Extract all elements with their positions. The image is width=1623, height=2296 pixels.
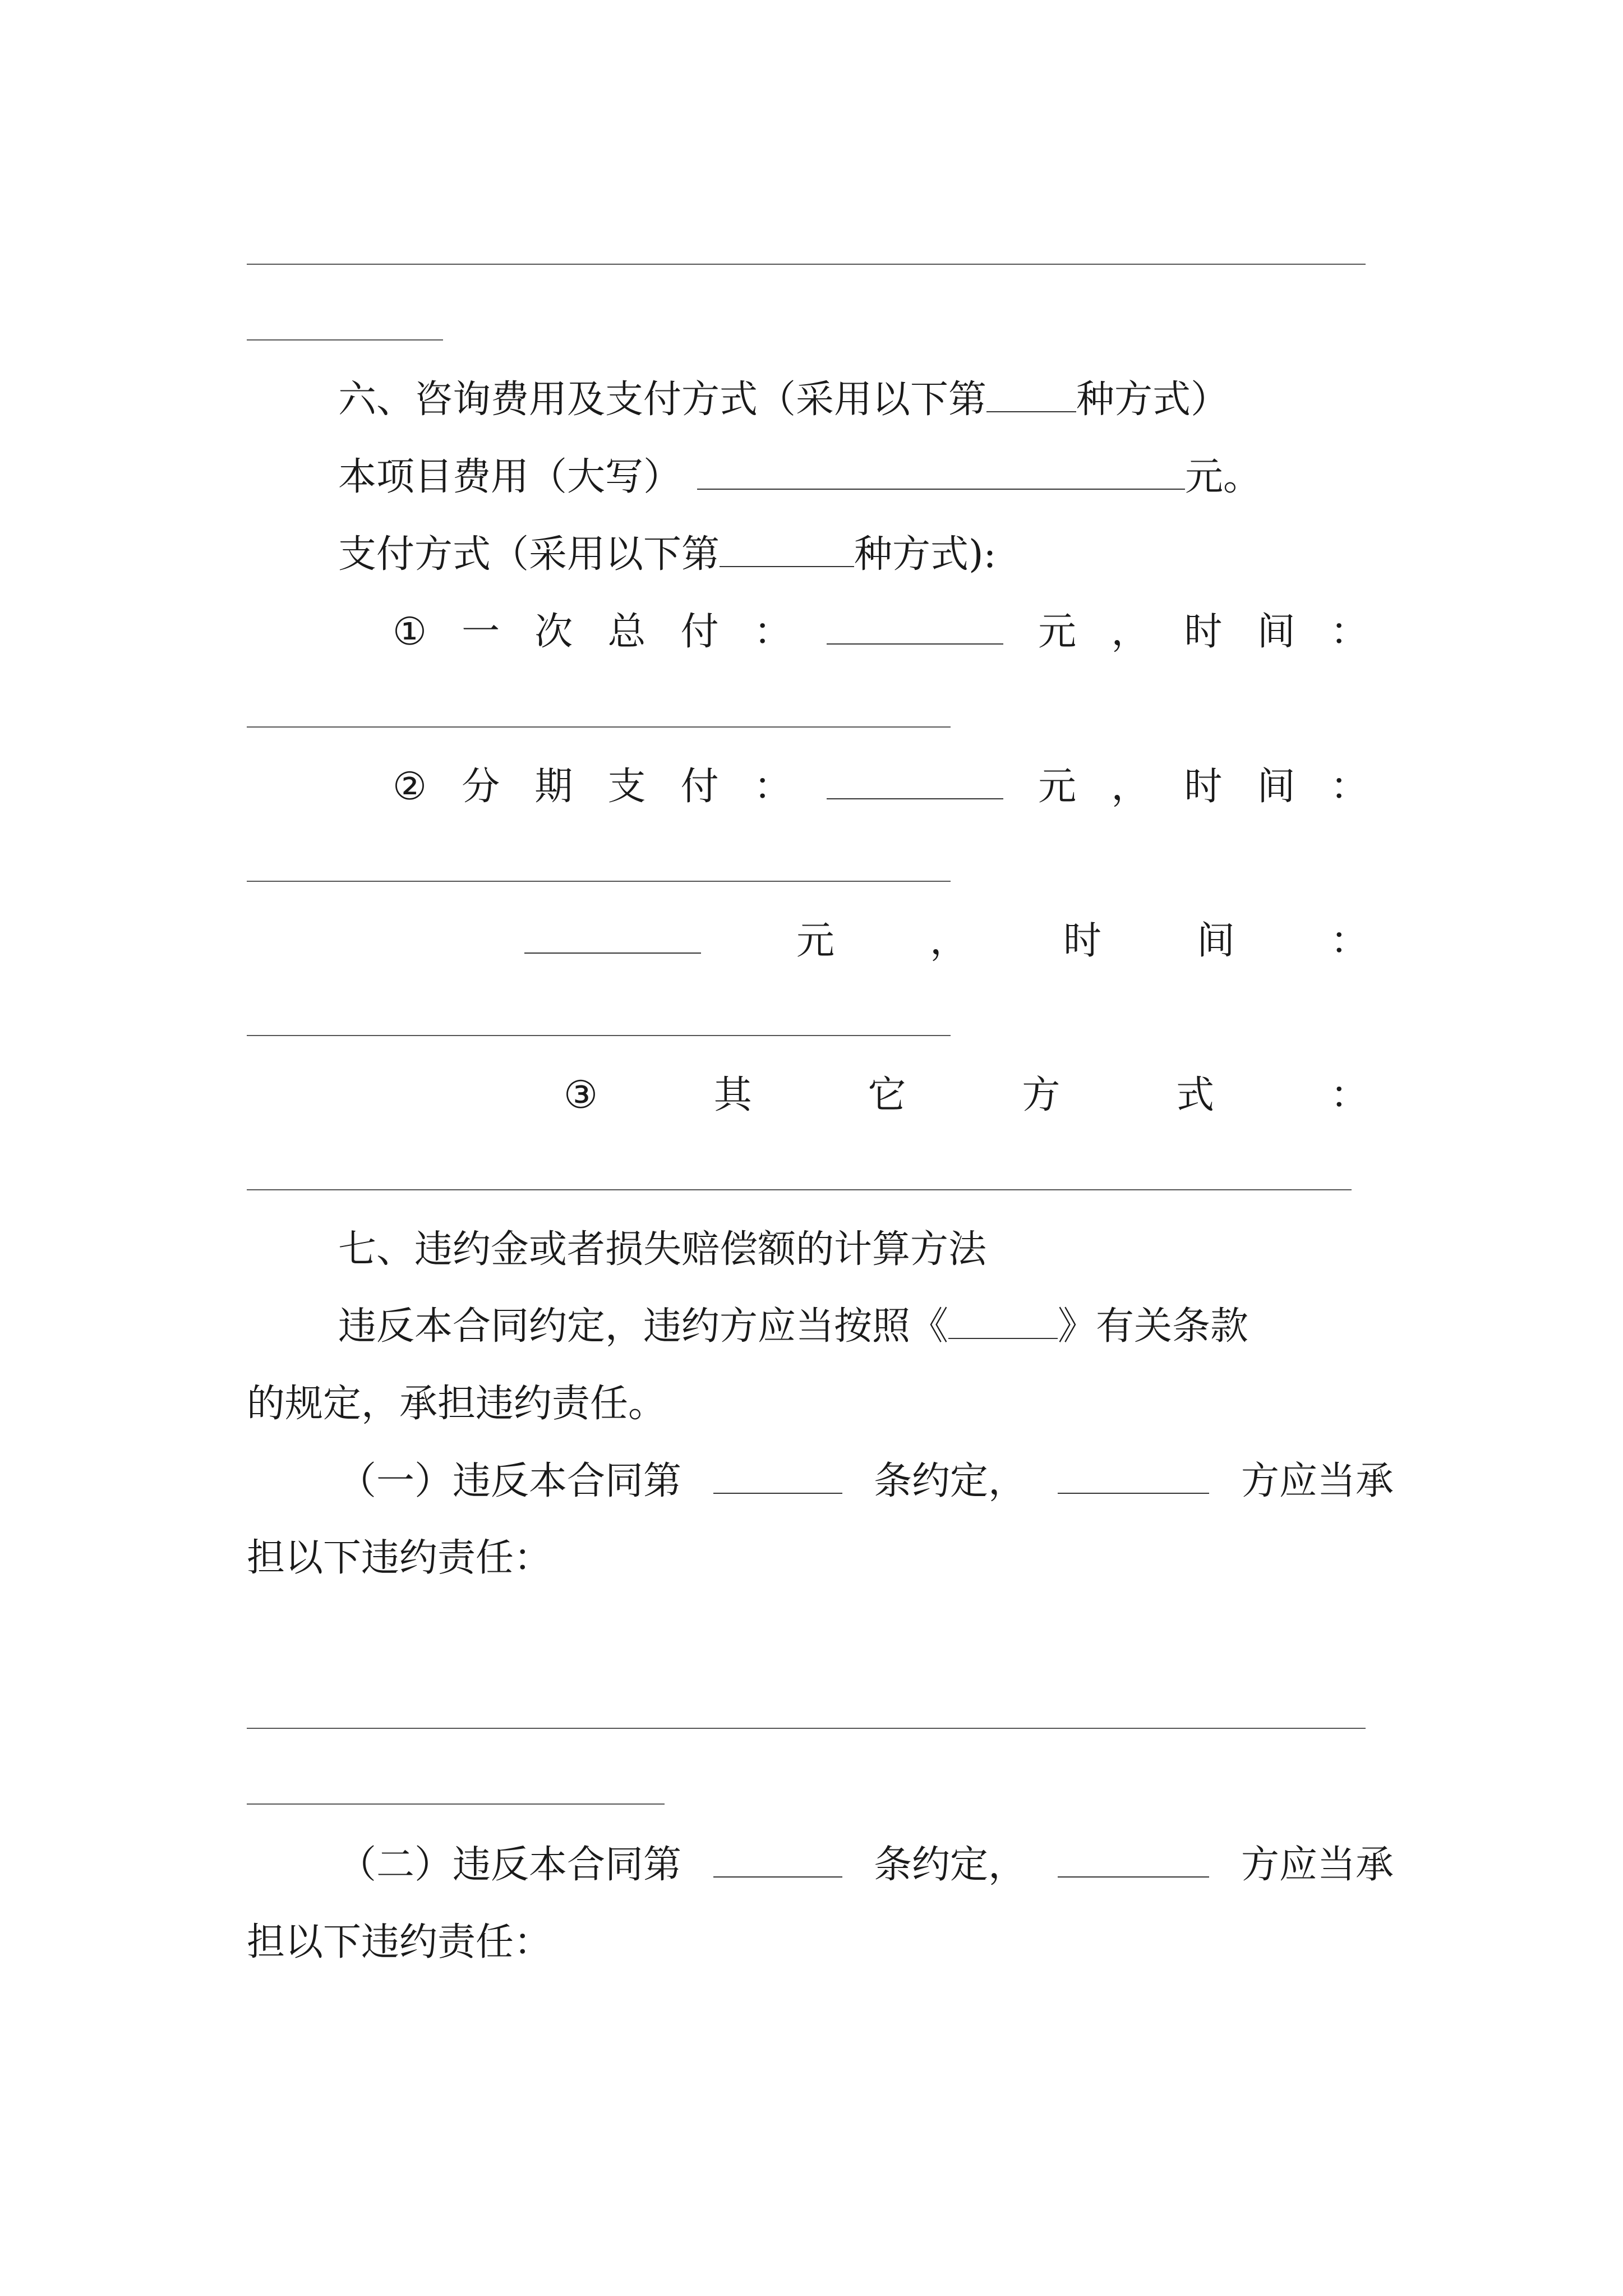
fill-line (247, 881, 951, 882)
paragraph-line: 违反本合同约定，违约方应当按照《 》有关条款 (338, 1304, 1249, 1349)
option-3-line: ③ 其 它 方 式 ： (564, 1073, 1368, 1117)
blank-field (827, 763, 1003, 799)
fill-line (247, 1728, 1366, 1729)
blank-field (713, 1842, 842, 1878)
blank-field (720, 531, 854, 567)
fill-line (247, 1035, 951, 1036)
blank-field (827, 609, 1003, 645)
fill-line (247, 726, 951, 728)
blank-field (524, 918, 701, 954)
option-2-installment-line: 元 ， 时 间 ： (524, 916, 1368, 967)
blank-field (948, 1303, 1058, 1339)
fill-line (247, 1803, 665, 1805)
section-heading: 六、咨询费用及支付方式（采用以下第 种方式） (338, 378, 1229, 422)
fill-line (247, 339, 443, 341)
blank-field (986, 376, 1076, 412)
item-2-line: （二）违反本合同第 条约定， 方应当承 (338, 1843, 1394, 1887)
blank-field (713, 1458, 842, 1494)
item-1-line: （一）违反本合同第 条约定， 方应当承 (338, 1459, 1394, 1503)
paragraph-line: 担以下违约责任： (247, 1536, 552, 1580)
blank-field (697, 454, 1185, 490)
section-heading: 七、违约金或者损失赔偿额的计算方法 (338, 1227, 987, 1272)
option-1-line: ① 一 次 总 付 ： 元 ， 时 间 ： (393, 610, 1368, 654)
blank-field (1058, 1458, 1209, 1494)
blank-field (1058, 1842, 1209, 1878)
fill-line (247, 264, 1366, 265)
paragraph-line: 的规定，承担违约责任。 (247, 1382, 667, 1426)
fee-line: 本项目费用（大写） 元。 (338, 455, 1262, 499)
fill-line (247, 1189, 1352, 1190)
option-2-line: ② 分 期 支 付 ： 元 ， 时 间 ： (393, 765, 1368, 809)
paragraph-line: 担以下违约责任： (247, 1920, 552, 1964)
payment-method-line: 支付方式（采用以下第 种方式): (338, 532, 997, 577)
